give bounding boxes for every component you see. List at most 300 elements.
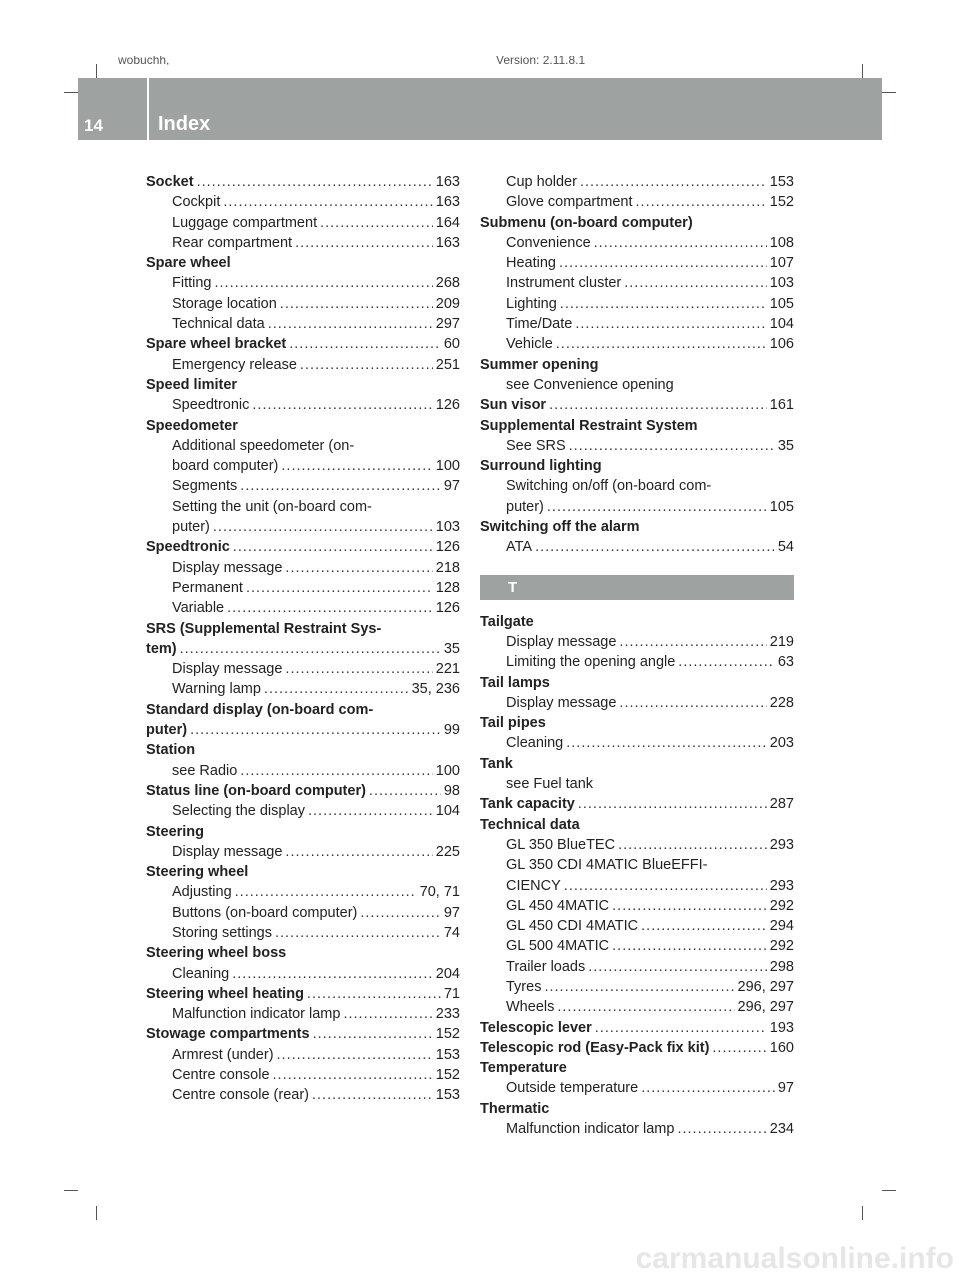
dot-leader <box>295 233 433 253</box>
index-entry-page: 126 <box>435 600 460 617</box>
index-entry-page: 100 <box>435 762 460 779</box>
index-entry <box>480 355 794 375</box>
index-entry-text: Segments <box>172 478 238 495</box>
dot-leader <box>641 1078 775 1098</box>
index-entry-text: Lighting <box>506 295 557 312</box>
index-entry-page: 163 <box>435 174 460 190</box>
index-entry-page: 35, 236 <box>411 681 460 698</box>
index-entry <box>146 273 460 293</box>
crop-mark <box>862 64 863 78</box>
index-entry-page: 153 <box>435 1046 460 1063</box>
index-entry <box>146 700 460 720</box>
index-entry-text: Telescopic rod (Easy-Pack fix kit) <box>480 1039 710 1056</box>
index-entry-text: CIENCY <box>506 877 561 894</box>
index-entry <box>480 253 794 273</box>
dot-leader <box>636 192 767 212</box>
index-entry-text: Stowage compartments <box>146 1026 310 1043</box>
index-entry-page: 218 <box>435 559 460 576</box>
dot-leader <box>677 1119 766 1139</box>
index-entry <box>480 997 794 1017</box>
index-entry-page: 126 <box>435 397 460 414</box>
index-entry <box>480 754 794 774</box>
index-entry-text: Permanent <box>172 579 243 596</box>
index-entry <box>480 334 794 354</box>
index-entry <box>480 416 794 436</box>
index-entry-text: Standard display (on-board com- <box>146 701 374 718</box>
dot-leader <box>360 903 440 923</box>
index-entry-page: 105 <box>769 498 794 515</box>
index-entry <box>480 497 794 517</box>
dot-leader <box>235 882 417 902</box>
index-entry-text: Summer opening <box>480 356 599 373</box>
index-entry <box>146 294 460 314</box>
index-entry <box>480 815 794 835</box>
index-entry-text: Speedtronic <box>172 397 250 414</box>
index-entry <box>480 517 794 537</box>
index-entry <box>480 213 794 233</box>
index-entry <box>146 822 460 842</box>
index-entry-text: Surround lighting <box>480 458 602 475</box>
index-entry <box>146 253 460 273</box>
index-entry <box>480 375 794 395</box>
index-entry <box>480 794 794 814</box>
dot-leader <box>560 294 767 314</box>
index-entry-page: 97 <box>443 904 460 921</box>
dot-leader <box>281 456 432 476</box>
index-entry-text: Variable <box>172 600 225 617</box>
index-entry-page: 153 <box>435 1087 460 1104</box>
index-entry <box>480 876 794 896</box>
index-entry-text: tem) <box>146 640 177 657</box>
index-entry-page: 251 <box>435 356 460 373</box>
index-entry-text: Tank capacity <box>480 796 575 813</box>
index-entry-page: 204 <box>435 965 460 982</box>
index-entry <box>146 1065 460 1085</box>
index-entry <box>146 558 460 578</box>
dot-leader <box>180 639 441 659</box>
index-entry-text: board computer) <box>172 458 279 475</box>
dot-leader <box>275 923 441 943</box>
index-entry <box>146 476 460 496</box>
dot-leader <box>264 679 409 699</box>
index-entry-text: Cup holder <box>506 174 577 190</box>
dot-leader <box>285 842 432 862</box>
index-entry-page: 152 <box>769 194 794 211</box>
index-entry-page: 296, 297 <box>737 978 794 995</box>
index-entry-page: 203 <box>769 735 794 752</box>
index-entry <box>480 916 794 936</box>
dot-leader <box>641 916 767 936</box>
index-entry-text: GL 500 4MATIC <box>506 938 610 955</box>
index-entry-text: Wheels <box>506 999 555 1016</box>
index-entry-text: Trailer loads <box>506 958 586 975</box>
index-entry-text: Speedometer <box>146 417 238 434</box>
index-entry <box>146 436 460 456</box>
crop-mark <box>882 92 896 93</box>
index-entry-page: 292 <box>769 938 794 955</box>
index-entry <box>480 1058 794 1078</box>
index-entry <box>480 957 794 977</box>
index-entry-page: 152 <box>435 1067 460 1084</box>
crop-mark <box>64 1190 78 1191</box>
index-entry <box>480 395 794 415</box>
dot-leader <box>564 876 767 896</box>
letter-section-header: T <box>480 575 794 600</box>
dot-leader <box>556 334 767 354</box>
index-entry-text: Setting the unit (on-board com- <box>172 498 372 515</box>
index-entry <box>480 314 794 334</box>
index-entry-page: 161 <box>769 397 794 414</box>
dot-leader <box>280 294 433 314</box>
index-entry-text: Technical data <box>480 816 580 833</box>
index-entry-text: Armrest (under) <box>172 1046 274 1063</box>
index-entry <box>146 720 460 740</box>
index-entry-text: Vehicle <box>506 336 553 353</box>
index-entry-text: Display message <box>506 694 617 711</box>
dot-leader <box>285 558 432 578</box>
dot-leader <box>240 476 441 496</box>
index-entry-page: 228 <box>769 694 794 711</box>
index-entry-text: Spare wheel <box>146 255 231 272</box>
index-entry-text: Tank <box>480 755 513 772</box>
crop-mark <box>64 92 78 93</box>
index-entry-page: 234 <box>769 1121 794 1138</box>
index-entry-text: Centre console <box>172 1067 270 1084</box>
index-entry <box>146 375 460 395</box>
index-entry-page: 163 <box>435 234 460 251</box>
index-entry-page: 293 <box>769 877 794 894</box>
index-entry-text: Selecting the display <box>172 803 305 820</box>
index-entry-page: 108 <box>769 234 794 251</box>
index-entry <box>146 761 460 781</box>
dot-leader <box>559 253 767 273</box>
index-entry-text: Speedtronic <box>146 539 230 556</box>
dot-leader <box>369 781 441 801</box>
crop-mark <box>96 1206 97 1220</box>
index-entry <box>480 233 794 253</box>
index-entry <box>146 517 460 537</box>
index-entry <box>146 943 460 963</box>
dot-leader <box>285 659 432 679</box>
index-entry-page: 97 <box>777 1080 794 1097</box>
index-entry <box>480 713 794 733</box>
index-entry-page: 98 <box>443 782 460 799</box>
index-entry-page: 225 <box>435 843 460 860</box>
index-entry <box>146 619 460 639</box>
index-entry-text: Rear compartment <box>172 234 293 251</box>
dot-leader <box>223 192 432 212</box>
index-entry <box>480 977 794 997</box>
index-entry-text: Spare wheel bracket <box>146 336 287 353</box>
index-entry-text: puter) <box>172 519 210 536</box>
index-entry-page: 298 <box>769 958 794 975</box>
index-entry-text: Steering wheel <box>146 864 249 881</box>
index-entry <box>146 355 460 375</box>
index-entry-text: GL 350 BlueTEC <box>506 836 616 853</box>
index-column-left <box>146 172 460 1106</box>
index-entry-text: see Convenience opening <box>506 376 674 393</box>
dot-leader <box>312 1085 433 1105</box>
dot-leader <box>232 964 433 984</box>
dot-leader <box>578 794 767 814</box>
index-entry-text: GL 450 CDI 4MATIC <box>506 918 639 935</box>
index-entry-page: 35 <box>777 437 794 454</box>
dot-leader <box>300 355 433 375</box>
index-entry <box>146 172 460 192</box>
dot-leader <box>557 997 734 1017</box>
index-entry <box>146 213 460 233</box>
index-entries-s <box>480 172 794 558</box>
page-number: 14 <box>84 116 103 135</box>
index-entry <box>146 903 460 923</box>
index-entry <box>146 639 460 659</box>
dot-leader <box>580 172 767 192</box>
index-entry-text: Station <box>146 742 196 759</box>
index-entry-text: puter) <box>146 722 188 739</box>
index-entry-page: 287 <box>769 796 794 813</box>
index-entry <box>146 923 460 943</box>
index-entry <box>480 774 794 794</box>
dot-leader <box>227 598 433 618</box>
index-entries-t <box>480 612 794 1140</box>
dot-leader <box>569 436 775 456</box>
dot-leader <box>575 314 766 334</box>
index-entry-page: 35 <box>443 640 460 657</box>
index-entry-page: 126 <box>435 539 460 556</box>
index-entry-text: ATA <box>506 539 533 556</box>
index-entry-text: Outside temperature <box>506 1080 639 1097</box>
dot-leader <box>268 314 433 334</box>
index-entry <box>146 1045 460 1065</box>
index-entry-text: Technical data <box>172 316 265 333</box>
index-entry <box>146 233 460 253</box>
index-entry <box>146 334 460 354</box>
index-entry-page: 297 <box>435 316 460 333</box>
index-entry-page: 100 <box>435 458 460 475</box>
index-entry-page: 97 <box>443 478 460 495</box>
dot-leader <box>252 395 432 415</box>
index-entry-text: Time/Date <box>506 316 573 333</box>
index-entry <box>480 652 794 672</box>
dot-leader <box>307 984 441 1004</box>
index-entry-text: Display message <box>172 559 283 576</box>
index-entry-text: Tailgate <box>480 613 534 630</box>
index-entry-text: Switching off the alarm <box>480 519 640 536</box>
index-entry-text: Emergency release <box>172 356 297 373</box>
dot-leader <box>594 233 767 253</box>
index-entry <box>480 1119 794 1139</box>
index-entry-text: Speed limiter <box>146 376 238 393</box>
index-entry-text: puter) <box>506 498 544 515</box>
index-entry-page: 160 <box>769 1039 794 1056</box>
index-entry <box>146 740 460 760</box>
header-divider <box>147 78 149 140</box>
dot-leader <box>595 1018 767 1038</box>
index-entry <box>480 632 794 652</box>
dot-leader <box>308 801 433 821</box>
dot-leader <box>612 936 767 956</box>
index-entry <box>146 842 460 862</box>
dot-leader <box>624 273 767 293</box>
dot-leader <box>320 213 433 233</box>
dot-leader <box>273 1065 433 1085</box>
dot-leader <box>535 537 775 557</box>
index-entry-text: Adjusting <box>172 884 232 901</box>
index-entry <box>146 578 460 598</box>
index-entry <box>146 416 460 436</box>
index-entry-text: Centre console (rear) <box>172 1087 309 1104</box>
dot-leader <box>197 172 433 192</box>
index-entry <box>480 693 794 713</box>
index-entry-text: Display message <box>172 843 283 860</box>
crop-mark <box>862 1206 863 1220</box>
index-entry <box>146 659 460 679</box>
index-entry <box>480 172 794 192</box>
index-entry-page: 296, 297 <box>737 999 794 1016</box>
index-entry-page: 63 <box>777 654 794 671</box>
index-entry-page: 233 <box>435 1006 460 1023</box>
index-entry <box>480 294 794 314</box>
index-entry-text: Warning lamp <box>172 681 261 698</box>
index-entry <box>480 1078 794 1098</box>
dot-leader <box>289 334 441 354</box>
index-entry-page: 105 <box>769 295 794 312</box>
index-entry <box>146 1085 460 1105</box>
index-entry <box>480 537 794 557</box>
index-entry-page: 153 <box>769 174 794 190</box>
index-entry-page: 163 <box>435 194 460 211</box>
dot-leader <box>277 1045 433 1065</box>
index-entry-text: SRS (Supplemental Restraint Sys- <box>146 620 382 637</box>
dot-leader <box>619 693 766 713</box>
index-entry-text: Socket <box>146 174 194 190</box>
index-entry-text: Storage location <box>172 295 277 312</box>
index-entry <box>480 192 794 212</box>
index-entry <box>480 855 794 875</box>
index-entry-page: 71 <box>443 985 460 1002</box>
index-entry-text: Malfunction indicator lamp <box>506 1121 675 1138</box>
index-entry-text: Instrument cluster <box>506 275 622 292</box>
index-entry-text: Display message <box>172 661 283 678</box>
index-entry-text: Glove compartment <box>506 194 633 211</box>
index-entry-text: Display message <box>506 633 617 650</box>
index-entry-page: 60 <box>443 336 460 353</box>
index-entry-text: Cleaning <box>506 735 564 752</box>
index-entry-text: Thermatic <box>480 1100 550 1117</box>
index-entry <box>146 537 460 557</box>
dot-leader <box>190 720 441 740</box>
index-entry-page: 99 <box>443 722 460 739</box>
index-entry-text: Sun visor <box>480 397 547 414</box>
index-entry-page: 107 <box>769 255 794 272</box>
index-entry <box>146 984 460 1004</box>
index-entry <box>480 936 794 956</box>
index-entry <box>146 1004 460 1024</box>
index-entry <box>480 835 794 855</box>
dot-leader <box>588 957 767 977</box>
index-entry-page: 74 <box>443 924 460 941</box>
index-entry-page: 152 <box>435 1026 460 1043</box>
index-entry-page: 193 <box>769 1019 794 1036</box>
index-entry <box>480 1038 794 1058</box>
index-entry <box>480 733 794 753</box>
index-entry-text: See SRS <box>506 437 566 454</box>
index-entry-text: Cleaning <box>172 965 230 982</box>
index-entry-text: Steering wheel boss <box>146 945 287 962</box>
section-title: Index <box>158 113 211 135</box>
dot-leader <box>343 1004 432 1024</box>
watermark: carmanualsonline.info <box>635 1242 954 1275</box>
index-entry-text: Switching on/off (on-board com- <box>506 478 712 495</box>
index-entry-text: Temperature <box>480 1060 567 1077</box>
dot-leader <box>313 1024 433 1044</box>
index-entry <box>146 456 460 476</box>
index-entry-page: 219 <box>769 633 794 650</box>
index-entry-page: 103 <box>435 519 460 536</box>
dot-leader <box>566 733 767 753</box>
index-entry <box>480 456 794 476</box>
index-entry-text: Tail lamps <box>480 674 550 691</box>
dot-leader <box>547 497 767 517</box>
dot-leader <box>678 652 775 672</box>
index-entry-page: 106 <box>769 336 794 353</box>
index-entry <box>146 598 460 618</box>
index-entry <box>146 882 460 902</box>
print-meta-right: Version: 2.11.8.1 <box>496 56 586 65</box>
dot-leader <box>712 1038 766 1058</box>
index-entry-page: 164 <box>435 214 460 231</box>
index-entry <box>146 801 460 821</box>
dot-leader <box>246 578 433 598</box>
index-entry <box>146 964 460 984</box>
index-entry-text: Steering wheel heating <box>146 985 304 1002</box>
index-entry <box>480 1099 794 1119</box>
index-entry <box>146 679 460 699</box>
index-entry <box>480 273 794 293</box>
index-entry-page: 104 <box>769 316 794 333</box>
index-entry-text: Fitting <box>172 275 212 292</box>
index-entry <box>146 862 460 882</box>
crop-mark <box>882 1190 896 1191</box>
index-entry <box>480 1018 794 1038</box>
index-entry-page: 128 <box>435 579 460 596</box>
index-entry <box>480 612 794 632</box>
index-entry <box>146 781 460 801</box>
index-entry-text: Buttons (on-board computer) <box>172 904 358 921</box>
index-entry-text: Telescopic lever <box>480 1019 592 1036</box>
index-entry <box>146 497 460 517</box>
dot-leader <box>213 517 433 537</box>
index-entry <box>480 436 794 456</box>
index-entry-text: Tail pipes <box>480 715 546 732</box>
index-entry-page: 292 <box>769 897 794 914</box>
dot-leader <box>233 537 433 557</box>
dot-leader <box>612 896 767 916</box>
dot-leader <box>618 835 767 855</box>
index-entry <box>480 673 794 693</box>
index-entry <box>480 896 794 916</box>
index-entry-text: see Radio <box>172 762 238 779</box>
index-entry-text: Limiting the opening angle <box>506 654 676 671</box>
index-entry-text: see Fuel tank <box>506 776 594 793</box>
index-entry-page: 104 <box>435 803 460 820</box>
index-entry-text: Luggage compartment <box>172 214 318 231</box>
index-entry <box>146 1024 460 1044</box>
print-meta-left: wobuchh, <box>118 56 170 65</box>
dot-leader <box>215 273 433 293</box>
index-entry <box>146 314 460 334</box>
index-entry-page: 293 <box>769 836 794 853</box>
